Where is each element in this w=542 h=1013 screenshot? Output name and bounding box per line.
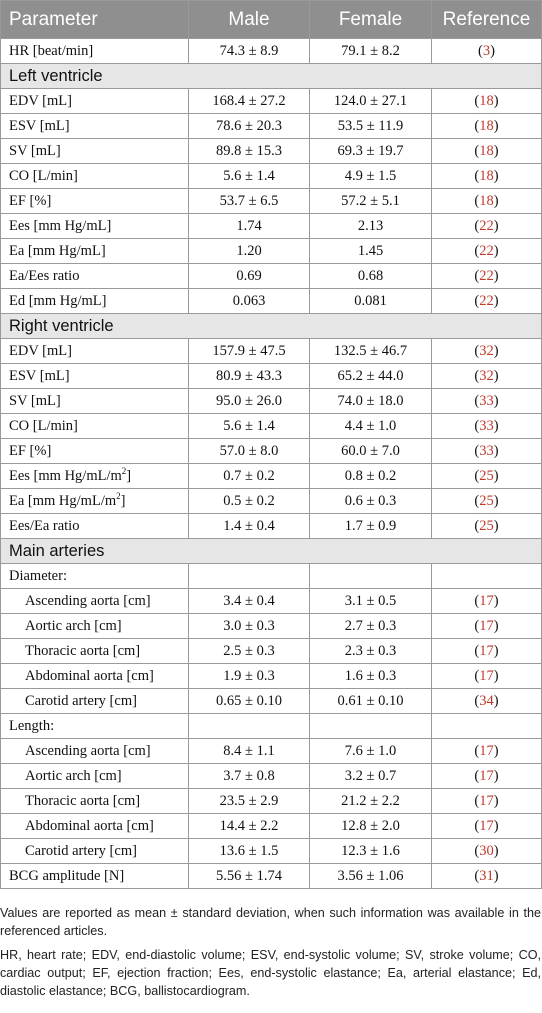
table-row [1, 489, 542, 514]
reference-cell: (30) [432, 839, 542, 864]
male-value: 5.6 ± 1.4 [189, 164, 310, 189]
empty-cell [432, 714, 542, 739]
parameter-cell [1, 114, 189, 139]
reference-cell: (17) [432, 614, 542, 639]
parameter-label: SV [mL] [9, 142, 61, 159]
female-value: 4.4 ± 1.0 [310, 414, 432, 439]
table-row [1, 739, 542, 764]
parameter-cell [1, 489, 189, 514]
reference-cell: (22) [432, 239, 542, 264]
parameter-label: BCG amplitude [N] [9, 867, 125, 884]
table-row [1, 589, 542, 614]
parameter-label-end: ] [126, 467, 132, 484]
female-value: 1.7 ± 0.9 [310, 514, 432, 539]
reference-link[interactable]: 22 [479, 217, 494, 234]
female-value: 0.8 ± 0.2 [310, 464, 432, 489]
reference-link[interactable]: 32 [479, 367, 494, 384]
table-row [1, 264, 542, 289]
male-value: 78.6 ± 20.3 [189, 114, 310, 139]
reference-link[interactable]: 18 [479, 192, 494, 209]
female-value: 7.6 ± 1.0 [310, 739, 432, 764]
reference-link[interactable]: 22 [479, 292, 494, 309]
parameter-label: Ascending aorta [cm] [25, 742, 151, 759]
male-value: 0.5 ± 0.2 [189, 489, 310, 514]
unit-superscript: 2 [121, 465, 127, 476]
reference-link[interactable]: 18 [479, 142, 494, 159]
parameter-cell [1, 639, 189, 664]
male-value: 0.7 ± 0.2 [189, 464, 310, 489]
section-left-ventricle [1, 64, 542, 89]
reference-cell: (22) [432, 214, 542, 239]
male-value: 3.7 ± 0.8 [189, 764, 310, 789]
parameter-cell [1, 464, 189, 489]
empty-cell [189, 564, 310, 589]
reference-link[interactable]: 25 [479, 517, 494, 534]
female-value: 53.5 ± 11.9 [310, 114, 432, 139]
parameter-cell [1, 339, 189, 364]
table-row [1, 614, 542, 639]
section-main-arteries [1, 539, 542, 564]
parameter-label: Ascending aorta [cm] [25, 592, 151, 609]
female-value: 1.45 [310, 239, 432, 264]
female-value: 79.1 ± 8.2 [310, 39, 432, 64]
parameter-label: HR [beat/min] [9, 42, 94, 59]
reference-cell: (17) [432, 764, 542, 789]
table-row [1, 439, 542, 464]
reference-link[interactable]: 3 [482, 42, 491, 59]
reference-cell: (3) [432, 39, 542, 64]
female-value: 65.2 ± 44.0 [310, 364, 432, 389]
parameter-label: Ea [mm Hg/mL] [9, 242, 106, 259]
male-value: 8.4 ± 1.1 [189, 739, 310, 764]
parameter-label: SV [mL] [9, 392, 61, 409]
reference-link[interactable]: 17 [479, 617, 494, 634]
female-value: 74.0 ± 18.0 [310, 389, 432, 414]
section-title: Right ventricle [1, 314, 542, 339]
reference-cell: (34) [432, 689, 542, 714]
reference-cell: (33) [432, 414, 542, 439]
parameter-label: EF [%] [9, 192, 52, 209]
male-value: 23.5 ± 2.9 [189, 789, 310, 814]
table-row [1, 289, 542, 314]
male-value: 5.56 ± 1.74 [189, 864, 310, 889]
reference-link[interactable]: 17 [479, 667, 494, 684]
male-value: 1.74 [189, 214, 310, 239]
male-value: 95.0 ± 26.0 [189, 389, 310, 414]
reference-link[interactable]: 33 [479, 442, 494, 459]
footnote: Values are reported as mean ± standard deviation, when such information was available in the referenced articles. [0, 906, 541, 938]
female-value: 60.0 ± 7.0 [310, 439, 432, 464]
female-value: 3.56 ± 1.06 [310, 864, 432, 889]
female-value: 0.6 ± 0.3 [310, 489, 432, 514]
table-row [1, 639, 542, 664]
reference-cell: (31) [432, 864, 542, 889]
table-row [1, 364, 542, 389]
table-row [1, 864, 542, 889]
parameter-cell [1, 214, 189, 239]
table-row [1, 514, 542, 539]
table-row [1, 464, 542, 489]
female-value: 0.081 [310, 289, 432, 314]
male-value: 157.9 ± 47.5 [189, 339, 310, 364]
reference-cell: (33) [432, 439, 542, 464]
reference-link[interactable]: 17 [479, 792, 494, 809]
table-row [1, 789, 542, 814]
reference-cell: (17) [432, 664, 542, 689]
footnote: HR, heart rate; EDV, end-diastolic volume; ESV, end-systolic volume; SV, stroke volume; CO, cardiac output; EF, ejection fraction; Ees, end-systolic elastance; Ea, arterial elastance; Ed, diastolic elastance; BCG, ballistocardiogram. [0, 948, 541, 998]
section-right-ventricle [1, 314, 542, 339]
table-row [1, 114, 542, 139]
empty-cell [310, 564, 432, 589]
subgroup-label: Length: [1, 714, 189, 739]
reference-link[interactable]: 17 [479, 592, 494, 609]
table-header-row [1, 1, 542, 39]
reference-cell: (18) [432, 164, 542, 189]
reference-link[interactable]: 30 [479, 842, 494, 859]
parameter-cell [1, 589, 189, 614]
parameter-cell [1, 664, 189, 689]
female-value: 2.7 ± 0.3 [310, 614, 432, 639]
reference-cell: (18) [432, 139, 542, 164]
table-row [1, 39, 542, 64]
length-label-row [1, 714, 542, 739]
reference-link[interactable]: 18 [479, 167, 494, 184]
reference-cell: (18) [432, 189, 542, 214]
reference-link[interactable]: 22 [479, 242, 494, 259]
parameter-cell [1, 439, 189, 464]
parameter-cell [1, 739, 189, 764]
empty-cell [189, 714, 310, 739]
parameter-cell [1, 789, 189, 814]
female-value: 57.2 ± 5.1 [310, 189, 432, 214]
female-value: 69.3 ± 19.7 [310, 139, 432, 164]
reference-link[interactable]: 34 [479, 692, 494, 709]
header-female: Female [310, 1, 432, 39]
empty-cell [432, 564, 542, 589]
reference-link[interactable]: 33 [479, 392, 494, 409]
parameter-cell [1, 689, 189, 714]
parameter-cell [1, 364, 189, 389]
subgroup-label: Diameter: [1, 564, 189, 589]
parameter-label: Ees [mm Hg/mL] [9, 217, 112, 234]
table-row [1, 664, 542, 689]
male-value: 53.7 ± 6.5 [189, 189, 310, 214]
female-value: 2.3 ± 0.3 [310, 639, 432, 664]
section-title: Left ventricle [1, 64, 542, 89]
female-value: 3.2 ± 0.7 [310, 764, 432, 789]
male-value: 13.6 ± 1.5 [189, 839, 310, 864]
male-value: 57.0 ± 8.0 [189, 439, 310, 464]
male-value: 1.9 ± 0.3 [189, 664, 310, 689]
parameter-label: Thoracic aorta [cm] [25, 642, 141, 659]
male-value: 89.8 ± 15.3 [189, 139, 310, 164]
parameter-label: Thoracic aorta [cm] [25, 792, 141, 809]
male-value: 74.3 ± 8.9 [189, 39, 310, 64]
parameter-cell [1, 864, 189, 889]
reference-cell: (32) [432, 339, 542, 364]
female-value: 1.6 ± 0.3 [310, 664, 432, 689]
reference-cell: (17) [432, 589, 542, 614]
parameter-label: Ed [mm Hg/mL] [9, 292, 107, 309]
table-body [1, 1, 542, 889]
reference-cell: (25) [432, 489, 542, 514]
empty-cell [310, 714, 432, 739]
parameter-label: EDV [mL] [9, 342, 72, 359]
parameter-label: Ees/Ea ratio [9, 517, 80, 534]
female-value: 12.3 ± 1.6 [310, 839, 432, 864]
table-row [1, 214, 542, 239]
header-parameter: Parameter [1, 1, 189, 39]
table-row [1, 139, 542, 164]
reference-cell: (25) [432, 464, 542, 489]
reference-cell: (18) [432, 114, 542, 139]
female-value: 132.5 ± 46.7 [310, 339, 432, 364]
parameter-cell [1, 264, 189, 289]
male-value: 0.65 ± 0.10 [189, 689, 310, 714]
reference-link[interactable]: 18 [479, 117, 494, 134]
parameter-label: Ea [mm Hg/mL/m [9, 492, 117, 509]
parameter-cell [1, 239, 189, 264]
reference-cell: (25) [432, 514, 542, 539]
unit-superscript: 2 [116, 490, 121, 501]
reference-link[interactable]: 25 [479, 492, 494, 509]
table-row [1, 164, 542, 189]
reference-cell: (17) [432, 814, 542, 839]
reference-link[interactable]: 32 [479, 342, 494, 359]
parameter-label: Aortic arch [cm] [25, 767, 122, 784]
female-value: 0.68 [310, 264, 432, 289]
male-value: 14.4 ± 2.2 [189, 814, 310, 839]
parameter-label: Abdominal aorta [cm] [25, 817, 154, 834]
reference-link[interactable]: 17 [479, 742, 494, 759]
reference-cell: (17) [432, 739, 542, 764]
reference-cell: (18) [432, 89, 542, 114]
male-value: 2.5 ± 0.3 [189, 639, 310, 664]
male-value: 80.9 ± 43.3 [189, 364, 310, 389]
parameter-cell [1, 764, 189, 789]
reference-cell: (17) [432, 789, 542, 814]
reference-link[interactable]: 17 [479, 817, 494, 834]
parameter-label: Aortic arch [cm] [25, 617, 122, 634]
male-value: 3.4 ± 0.4 [189, 589, 310, 614]
male-value: 1.20 [189, 239, 310, 264]
parameter-label: EDV [mL] [9, 92, 72, 109]
reference-link[interactable]: 18 [479, 92, 494, 109]
header-reference: Reference [432, 1, 542, 39]
header-male: Male [189, 1, 310, 39]
table-footnotes [0, 904, 541, 1006]
reference-link[interactable]: 25 [479, 467, 494, 484]
table-row [1, 839, 542, 864]
parameter-cell [1, 164, 189, 189]
reference-cell: (22) [432, 264, 542, 289]
parameter-label: Ea/Ees ratio [9, 267, 80, 284]
male-value: 0.063 [189, 289, 310, 314]
parameter-label: Carotid artery [cm] [25, 842, 137, 859]
table-row [1, 89, 542, 114]
reference-link[interactable]: 31 [479, 867, 494, 884]
diameter-label-row [1, 564, 542, 589]
female-value: 3.1 ± 0.5 [310, 589, 432, 614]
reference-link[interactable]: 33 [479, 417, 494, 434]
reference-cell: (22) [432, 289, 542, 314]
female-value: 4.9 ± 1.5 [310, 164, 432, 189]
parameter-label: ESV [mL] [9, 117, 70, 134]
table-row [1, 764, 542, 789]
female-value: 12.8 ± 2.0 [310, 814, 432, 839]
table-row [1, 339, 542, 364]
parameter-label: CO [L/min] [9, 417, 78, 434]
male-value: 3.0 ± 0.3 [189, 614, 310, 639]
reference-cell: (33) [432, 389, 542, 414]
parameter-label: EF [%] [9, 442, 52, 459]
female-value: 0.61 ± 0.10 [310, 689, 432, 714]
female-value: 124.0 ± 27.1 [310, 89, 432, 114]
parameter-label: Abdominal aorta [cm] [25, 667, 154, 684]
parameter-cell [1, 89, 189, 114]
parameter-label: ESV [mL] [9, 367, 70, 384]
male-value: 0.69 [189, 264, 310, 289]
table-row [1, 414, 542, 439]
male-value: 5.6 ± 1.4 [189, 414, 310, 439]
parameter-label: CO [L/min] [9, 167, 78, 184]
reference-cell: (32) [432, 364, 542, 389]
reference-link[interactable]: 22 [479, 267, 494, 284]
reference-link[interactable]: 17 [479, 642, 494, 659]
parameter-cell [1, 414, 189, 439]
parameter-cell [1, 614, 189, 639]
table-row [1, 189, 542, 214]
parameter-cell [1, 139, 189, 164]
section-title: Main arteries [1, 539, 542, 564]
parameter-label: Carotid artery [cm] [25, 692, 137, 709]
parameter-cell [1, 514, 189, 539]
parameter-cell [1, 289, 189, 314]
table-row [1, 239, 542, 264]
table-row [1, 814, 542, 839]
female-value: 21.2 ± 2.2 [310, 789, 432, 814]
parameter-cell [1, 389, 189, 414]
parameter-label: Ees [mm Hg/mL/m [9, 467, 122, 484]
parameter-cell [1, 814, 189, 839]
female-value: 2.13 [310, 214, 432, 239]
parameter-cell [1, 839, 189, 864]
table-row [1, 689, 542, 714]
reference-link[interactable]: 17 [479, 767, 494, 784]
parameter-cell [1, 39, 189, 64]
parameter-label-end: ] [120, 492, 126, 509]
table-row [1, 389, 542, 414]
reference-cell: (17) [432, 639, 542, 664]
parameter-cell [1, 189, 189, 214]
male-value: 168.4 ± 27.2 [189, 89, 310, 114]
male-value: 1.4 ± 0.4 [189, 514, 310, 539]
